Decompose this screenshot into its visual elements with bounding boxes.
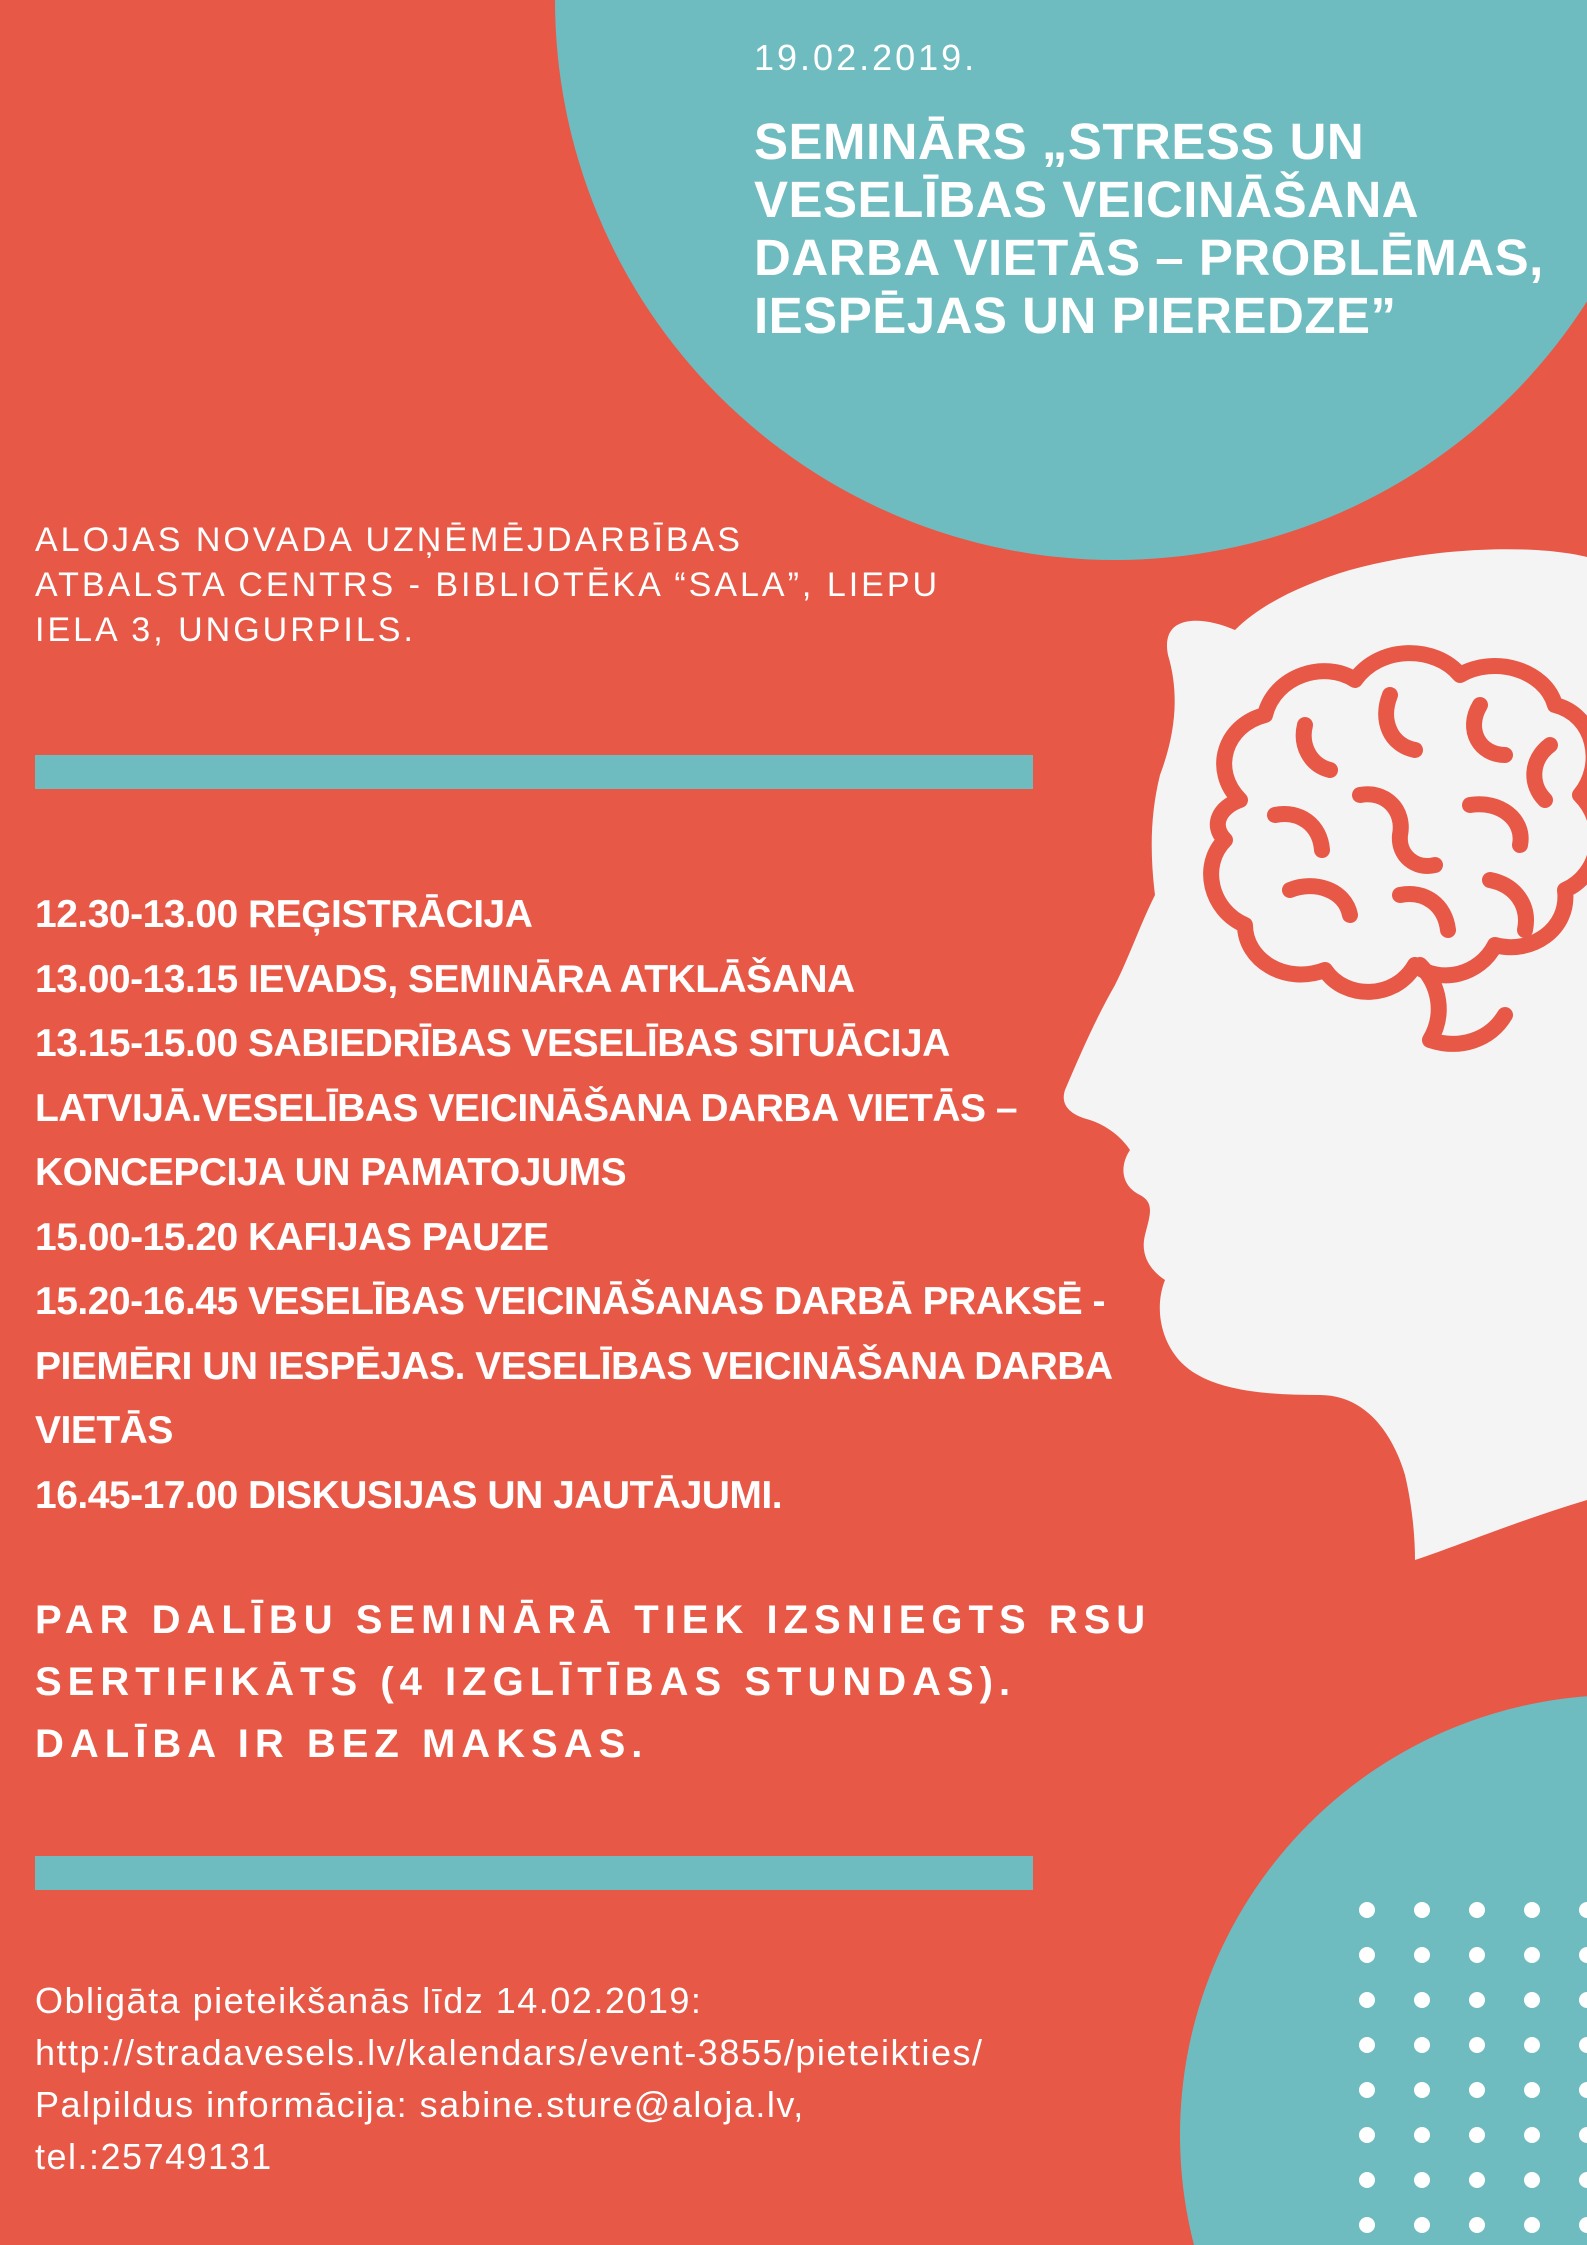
- title-line: IESPĒJAS UN PIEREDZE”: [754, 287, 1397, 344]
- decoration-dot: [1579, 1947, 1587, 1963]
- decoration-dot: [1359, 2172, 1375, 2188]
- decoration-dot: [1524, 1947, 1540, 1963]
- decoration-dot: [1469, 1992, 1485, 2008]
- certificate-line: SERTIFIKĀTS (4 IZGLĪTĪBAS STUNDAS).: [35, 1660, 1017, 1704]
- decoration-dot: [1414, 1947, 1430, 1963]
- decoration-dot: [1524, 2217, 1540, 2233]
- decoration-dot: [1469, 2082, 1485, 2098]
- agenda-line: 16.45-17.00 DISKUSIJAS UN JAUTĀJUMI.: [35, 1473, 783, 1517]
- decoration-dot: [1414, 1902, 1430, 1918]
- decoration-dot: [1469, 2127, 1485, 2143]
- contact-phone: tel.:25749131: [35, 2136, 273, 2177]
- venue-address: [35, 518, 1115, 653]
- agenda-line: 15.20-16.45 VESELĪBAS VEICINĀŠANAS DARBĀ PRAKSĒ -: [35, 1280, 1105, 1323]
- title-line: DARBA VIETĀS – PROBLĒMAS,: [754, 229, 1544, 286]
- certificate-notice: [35, 1589, 1335, 1775]
- decoration-dot: [1579, 2172, 1587, 2188]
- event-date: 19.02.2019.: [754, 37, 978, 78]
- agenda-list: [35, 883, 1315, 1528]
- registration-deadline: Obligāta pieteikšanās līdz 14.02.2019:: [35, 1980, 703, 2021]
- decoration-dot: [1579, 1902, 1587, 1918]
- agenda-line: 13.00-13.15 IEVADS, SEMINĀRA ATKLĀŠANA: [35, 957, 855, 1001]
- decoration-dot: [1524, 1992, 1540, 2008]
- decoration-dot: [1469, 2217, 1485, 2233]
- decoration-dot: [1359, 1947, 1375, 1963]
- agenda-line: 12.30-13.00 REĢISTRĀCIJA: [35, 893, 533, 936]
- decoration-dot: [1579, 2217, 1587, 2233]
- decoration-dot: [1579, 2037, 1587, 2053]
- decoration-dot: [1359, 1992, 1375, 2008]
- dot-grid-decoration-icon: [1355, 1898, 1587, 2238]
- decoration-dot: [1414, 2082, 1430, 2098]
- decoration-dot: [1469, 2172, 1485, 2188]
- decoration-dot: [1524, 2082, 1540, 2098]
- certificate-line: PAR DALĪBU SEMINĀRĀ TIEK IZSNIEGTS RSU: [35, 1598, 1152, 1642]
- registration-link[interactable]: http://stradavesels.lv/kalendars/event-3855/pieteikties/: [35, 2032, 984, 2073]
- decoration-dot: [1579, 1992, 1587, 2008]
- decoration-dot: [1414, 1992, 1430, 2008]
- decoration-dot: [1524, 2127, 1540, 2143]
- certificate-line: DALĪBA IR BEZ MAKSAS.: [35, 1722, 649, 1766]
- agenda-line: VIETĀS: [35, 1409, 173, 1452]
- agenda-line: 15.00-15.20 KAFIJAS PAUZE: [35, 1215, 549, 1259]
- decoration-dot: [1414, 2217, 1430, 2233]
- decoration-dot: [1414, 2127, 1430, 2143]
- decoration-dot: [1469, 1902, 1485, 1918]
- venue-line: ALOJAS NOVADA UZŅĒMĒJDARBĪBAS: [35, 521, 743, 559]
- teal-divider-top: [35, 755, 1033, 789]
- title-line: VESELĪBAS VEICINĀŠANA: [754, 171, 1420, 228]
- decoration-dot: [1579, 2127, 1587, 2143]
- teal-divider-bottom: [35, 1856, 1033, 1890]
- agenda-line: 13.15-15.00 SABIEDRĪBAS VESELĪBAS SITUĀCIJA: [35, 1022, 950, 1065]
- agenda-line: LATVIJĀ.VESELĪBAS VEICINĀŠANA DARBA VIETĀS –: [35, 1086, 1018, 1130]
- decoration-dot: [1579, 2082, 1587, 2098]
- decoration-dot: [1469, 2037, 1485, 2053]
- venue-line: ATBALSTA CENTRS - BIBLIOTĒKA “SALA”, LIEPU: [35, 566, 941, 604]
- title-line: SEMINĀRS „STRESS UN: [754, 113, 1365, 170]
- contact-info: [35, 1975, 1335, 2183]
- decoration-dot: [1524, 2037, 1540, 2053]
- seminar-title: [754, 113, 1584, 345]
- decoration-dot: [1469, 1947, 1485, 1963]
- decoration-dot: [1359, 2217, 1375, 2233]
- decoration-dot: [1359, 2037, 1375, 2053]
- agenda-line: KONCEPCIJA UN PAMATOJUMS: [35, 1151, 627, 1194]
- contact-email[interactable]: Palpildus informācija: sabine.sture@aloja.lv,: [35, 2084, 805, 2125]
- decoration-dot: [1359, 2082, 1375, 2098]
- decoration-dot: [1524, 2172, 1540, 2188]
- decoration-dot: [1524, 1902, 1540, 1918]
- decoration-dot: [1414, 2037, 1430, 2053]
- decoration-dot: [1414, 2172, 1430, 2188]
- agenda-line: PIEMĒRI UN IESPĒJAS. VESELĪBAS VEICINĀŠANA DARBA: [35, 1344, 1113, 1388]
- venue-line: IELA 3, UNGURPILS.: [35, 611, 416, 649]
- decoration-dot: [1359, 2127, 1375, 2143]
- decoration-dot: [1359, 1902, 1375, 1918]
